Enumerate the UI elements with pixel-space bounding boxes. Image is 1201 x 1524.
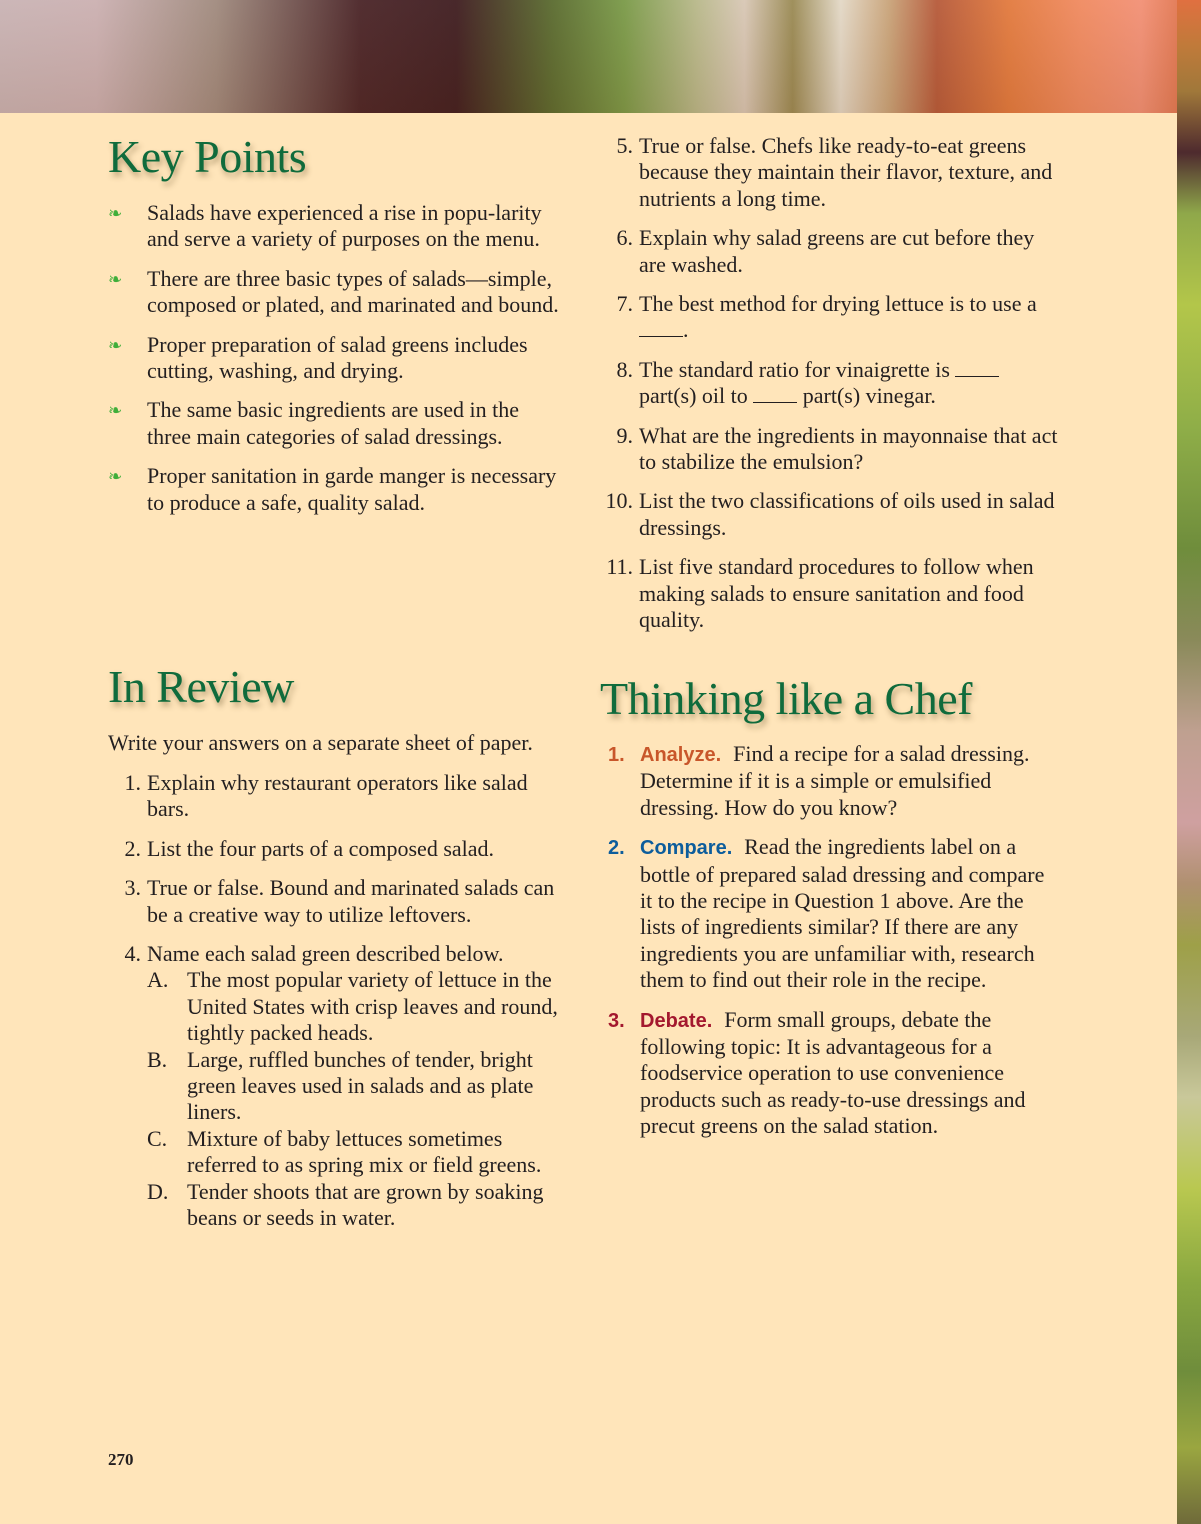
question-number: 2. (124, 835, 141, 861)
key-point-item (108, 266, 568, 319)
question-text-end: . (683, 317, 689, 343)
sub-question-list (147, 967, 568, 1231)
activity-label: Analyze. (640, 744, 722, 766)
in-review-heading: In Review (108, 661, 294, 712)
sub-question-text: Mixture of baby lettuces sometimes referred to as spring mix or field greens. (187, 1125, 542, 1178)
review-question (108, 875, 568, 928)
activity-number: 2. (608, 837, 625, 860)
activity-number: 3. (608, 1009, 625, 1032)
answer-blank (955, 359, 999, 377)
question-number: 5. (616, 133, 633, 158)
chef-activities-list (600, 741, 1060, 1153)
floral-heart-bullet-icon: ❧ (108, 335, 123, 356)
question-text: List five standard procedures to follow when making salads to ensure sanitation and food quality. (639, 554, 1034, 633)
key-point-item (108, 332, 568, 385)
question-text: The best method for drying lettuce is to use a (639, 291, 1037, 317)
question-text-mid: part(s) oil to (639, 383, 754, 409)
sub-question-text: Large, ruffled bunches of tender, bright green leaves used in salads and as plate liners. (187, 1046, 534, 1125)
review-question (108, 941, 568, 1231)
question-number: 3. (124, 875, 141, 901)
question-text: What are the ingredients in mayonnaise that act to stabilize the emulsion? (639, 422, 1058, 475)
question-number: 6. (616, 225, 633, 251)
review-question (600, 423, 1060, 476)
sub-question-letter: C. (147, 1125, 168, 1151)
question-number: 1. (124, 770, 141, 795)
answer-blank (753, 385, 797, 403)
question-text: True or false. Bound and marinated salads can be a creative way to utilize leftovers. (147, 875, 555, 927)
floral-heart-bullet-icon: ❧ (108, 467, 123, 488)
header-photo-strip (0, 0, 1201, 113)
sub-question-text: Tender shoots that are grown by soaking beans or seeds in water. (187, 1178, 544, 1231)
review-question (600, 291, 1060, 344)
review-question (108, 770, 568, 823)
review-question (600, 225, 1060, 278)
question-text: Name each salad green described below. (147, 941, 504, 967)
question-text: List the four parts of a composed salad. (147, 835, 495, 861)
chef-activity-debate (600, 1007, 1060, 1140)
sub-question-letter: B. (147, 1046, 168, 1072)
question-text: Explain why restaurant operators like salad bars. (147, 770, 528, 822)
key-point-item (108, 463, 568, 516)
review-question (600, 357, 1060, 410)
activity-text: Find a recipe for a salad dressing. Determine if it is a simple or emulsified dressing. How do you know? (640, 741, 1030, 820)
activity-number: 1. (608, 744, 625, 766)
review-question (600, 133, 1060, 212)
question-number: 9. (616, 422, 633, 448)
in-review-intro: Write your answers on a separate sheet of paper. (108, 730, 533, 755)
floral-heart-bullet-icon: ❧ (108, 269, 123, 290)
key-point-item (108, 397, 568, 450)
thinking-like-a-chef-heading: Thinking like a Chef (600, 673, 972, 724)
question-number: 8. (616, 356, 633, 382)
key-point-text: There are three basic types of salads—simple, composed or plated, and marinated and bound. (147, 265, 559, 318)
activity-text: Read the ingredients label on a bottle of prepared salad dressing and compare it to the recipe in Question 1 above. Are the lists of ingredients similar? If there are any ingredients you are unfamiliar with, research them to find out their role in the recipe. (640, 834, 1045, 993)
sub-question-letter: D. (147, 1178, 169, 1204)
floral-heart-bullet-icon: ❧ (108, 401, 123, 422)
question-text: The standard ratio for vinaigrette is (639, 356, 956, 382)
key-point-text: Proper sanitation in garde manger is necessary to produce a safe, quality salad. (147, 463, 557, 515)
question-text: True or false. Chefs like ready-to-eat greens because they maintain their flavor, texture, and nutrients a long time. (639, 133, 1053, 211)
sub-question (147, 967, 568, 1046)
key-point-text: Salads have experienced a rise in popu-larity and serve a variety of purposes on the menu. (147, 200, 542, 252)
key-points-heading: Key Points (108, 131, 307, 182)
sub-question-letter: A. (147, 967, 169, 993)
review-questions-right (600, 133, 1060, 647)
chef-activity-compare (600, 834, 1060, 993)
key-points-list (108, 200, 568, 529)
review-question (108, 836, 568, 862)
page-number: 270 (108, 1450, 134, 1469)
review-questions-left (108, 770, 568, 1245)
answer-blank (639, 319, 683, 337)
activity-label: Compare. (640, 837, 733, 860)
sub-question-text: The most popular variety of lettuce in the United States with crisp leaves and round, tightly packed heads. (187, 967, 558, 1046)
floral-heart-bullet-icon: ❧ (108, 204, 123, 224)
page (0, 113, 1177, 1524)
question-text: Explain why salad greens are cut before they are washed. (639, 225, 1035, 277)
review-question (600, 554, 1060, 633)
sub-question (147, 1179, 568, 1232)
activity-label: Debate. (640, 1009, 713, 1032)
question-text-end: part(s) vinegar. (797, 383, 936, 409)
question-number: 10. (605, 488, 633, 514)
side-photo-strip (1177, 0, 1201, 1524)
chef-activity-analyze (600, 741, 1060, 821)
activity-text: Form small groups, debate the following topic: It is advantageous for a foodservice operation to use convenience products such as ready-to-use dressings and precut greens on the salad station. (640, 1006, 1026, 1139)
question-number: 11. (606, 554, 633, 580)
sub-question (147, 1047, 568, 1126)
key-point-item (108, 200, 568, 253)
key-point-text: The same basic ingredients are used in the three main categories of salad dressings. (147, 397, 520, 449)
sub-question (147, 1126, 568, 1179)
question-number: 4. (124, 941, 141, 967)
review-question (600, 488, 1060, 541)
key-point-text: Proper preparation of salad greens includes cutting, washing, and drying. (147, 331, 528, 384)
question-text: List the two classifications of oils used in salad dressings. (639, 488, 1055, 540)
question-number: 7. (616, 291, 633, 317)
